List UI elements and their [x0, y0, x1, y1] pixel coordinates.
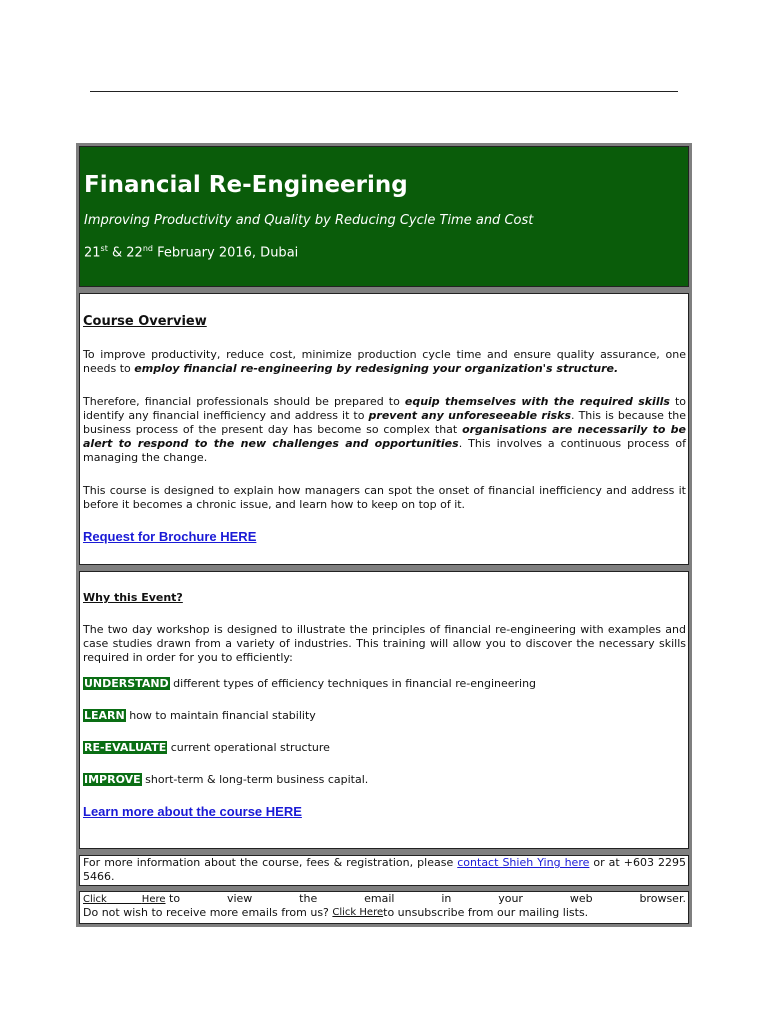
footer-box — [76, 888, 692, 927]
course-overview-box — [76, 290, 692, 568]
page-title: Financial Re-Engineering — [84, 172, 408, 198]
benefit-tag: RE-EVALUATE — [84, 741, 167, 754]
why-event-intro: The two day workshop is designed to illustrate the principles of financial re-engineering with examples and case studies drawn from a variety of industries. This training will allow you to discover the necessary skills required in order for you to efficiently: — [83, 623, 686, 664]
view-in-browser-line: Click Here to view the email in your web browser. — [83, 892, 686, 905]
unsubscribe-line: Do not wish to receive more emails from us? Click Here to unsubscribe from our mailing lists. — [83, 906, 589, 919]
course-overview-heading: Course Overview — [83, 314, 207, 329]
contact-info-text: For more information about the course, fees & registration, please contact Shieh Ying here or at +603 2295 5466. — [83, 856, 687, 883]
page-subtitle: Improving Productivity and Quality by Reducing Cycle Time and Cost — [84, 213, 534, 228]
overview-paragraph-3: This course is designed to explain how managers can spot the onset of financial inefficiency and address it before it becomes a chronic issue, and learn how to keep on top of it. — [83, 484, 686, 511]
benefit-item: LEARN how to maintain financial stability — [84, 709, 316, 722]
contact-link[interactable]: contact Shieh Ying here — [457, 856, 590, 869]
overview-paragraph-1: To improve productivity, reduce cost, minimize production cycle time and ensure quality assurance, one needs to employ financial re-engineering by redesigning your organization's structure. — [83, 348, 686, 375]
benefit-item: RE-EVALUATE current operational structure — [84, 741, 330, 754]
contact-info-box — [76, 852, 692, 889]
header-box — [76, 143, 692, 290]
why-event-box — [76, 568, 692, 852]
learn-more-link[interactable]: Learn more about the course HERE — [83, 804, 302, 819]
event-date: 21st & 22nd February 2016, Dubai — [84, 244, 299, 261]
benefit-tag: IMPROVE — [84, 773, 141, 786]
benefit-item: UNDERSTAND different types of efficiency techniques in financial re-engineering — [84, 677, 537, 690]
benefit-tag: UNDERSTAND — [84, 677, 169, 690]
unsubscribe-link[interactable]: Click Here — [332, 907, 384, 918]
benefit-item: IMPROVE short-term & long-term business capital. — [84, 773, 369, 786]
request-brochure-link[interactable]: Request for Brochure HERE — [83, 529, 257, 544]
top-divider — [90, 91, 678, 92]
overview-paragraph-2: Therefore, financial professionals should be prepared to equip themselves with the required skills to identify any financial inefficiency and address it to prevent any unforeseeable risks. This is because the business process of the present day has become so complex that organisations are necessarily to be alert to respond to the new challenges and opportunities. This involves a continuous process of managing the change. — [83, 395, 687, 464]
why-event-heading: Why this Event? — [83, 591, 183, 604]
view-in-browser-link[interactable]: Click Here — [83, 894, 166, 905]
benefit-tag: LEARN — [84, 709, 125, 722]
